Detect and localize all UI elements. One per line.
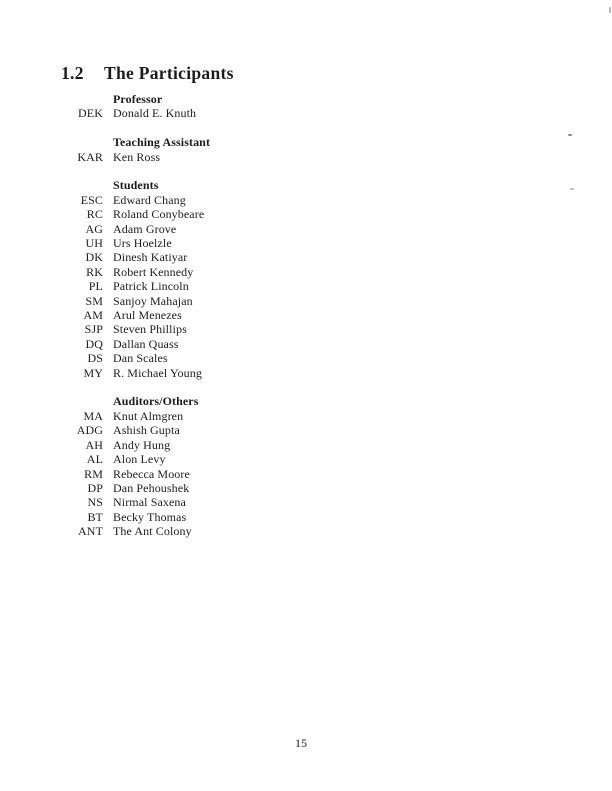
participant-name: Nirmal Saxena <box>113 495 186 510</box>
participant-row <box>61 452 210 466</box>
participant-abbr <box>61 178 103 192</box>
participant-name: Arul Menezes <box>113 308 182 323</box>
participant-row <box>61 294 210 308</box>
participant-abbr: BT <box>87 509 103 524</box>
participant-row <box>61 106 210 120</box>
participant-name: Alon Levy <box>113 452 166 467</box>
participant-name: R. Michael Young <box>113 365 202 380</box>
scan-speck-icon <box>568 134 572 136</box>
participants-list <box>61 92 210 553</box>
participant-row <box>61 351 210 365</box>
participant-name: Knut Almgren <box>113 408 184 423</box>
participant-abbr: AM <box>83 308 103 323</box>
participant-abbr: DEK <box>78 106 103 121</box>
participant-row <box>61 250 210 264</box>
participant-abbr: RK <box>86 264 103 279</box>
participant-group <box>61 394 210 538</box>
participant-row <box>61 222 210 236</box>
participant-row <box>61 207 210 221</box>
participant-row <box>61 467 210 481</box>
participant-abbr: AL <box>86 452 103 467</box>
participant-abbr: MA <box>83 408 103 423</box>
group-header-row <box>61 178 210 192</box>
scan-speck-icon <box>570 188 574 190</box>
participant-name: Dan Scales <box>113 351 168 366</box>
participant-name: Adam Grove <box>113 221 177 236</box>
participant-abbr <box>61 135 103 149</box>
participant-abbr: AG <box>85 221 103 236</box>
participant-row <box>61 337 210 351</box>
participant-abbr: DQ <box>85 336 103 351</box>
participant-name: Donald E. Knuth <box>113 106 197 121</box>
participant-abbr: SM <box>85 293 103 308</box>
participant-row <box>61 481 210 495</box>
participant-row <box>61 409 210 423</box>
participant-row <box>61 438 210 452</box>
participant-name: Ashish Gupta <box>113 423 180 438</box>
participant-abbr: ADG <box>76 423 103 438</box>
participant-name: Dallan Quass <box>113 336 179 351</box>
participant-row <box>61 322 210 336</box>
participant-name: Dinesh Katiyar <box>113 250 188 265</box>
participant-abbr: PL <box>88 279 103 294</box>
page-number: 15 <box>295 736 307 750</box>
participant-row <box>61 150 210 164</box>
group-header-label: Auditors/Others <box>113 394 199 409</box>
participant-row <box>61 366 210 380</box>
participant-row <box>61 423 210 437</box>
participant-abbr: RC <box>86 207 103 222</box>
group-header-label: Students <box>113 178 159 193</box>
participant-row <box>61 193 210 207</box>
participant-abbr: ANT <box>78 524 103 539</box>
participant-abbr <box>61 394 103 408</box>
participant-abbr: SJP <box>84 322 103 337</box>
participant-group <box>61 178 210 380</box>
participant-name: Patrick Lincoln <box>113 279 189 294</box>
group-header-label: Teaching Assistant <box>113 135 211 150</box>
participant-name: Dan Pehoushek <box>113 480 190 495</box>
participant-abbr: ESC <box>80 192 103 207</box>
participant-abbr: RM <box>84 466 103 481</box>
section-heading <box>61 63 234 83</box>
scan-speck-icon <box>609 7 611 13</box>
participant-row <box>61 510 210 524</box>
participant-row <box>61 236 210 250</box>
participant-row <box>61 308 210 322</box>
participant-name: Edward Chang <box>113 192 186 207</box>
section-title: The Participants <box>104 63 234 83</box>
participant-abbr: DK <box>85 250 103 265</box>
participant-name: Roland Conybeare <box>113 207 205 222</box>
section-number: 1.2 <box>61 63 84 83</box>
participant-row <box>61 265 210 279</box>
participant-name: Becky Thomas <box>113 509 187 524</box>
participant-name: The Ant Colony <box>113 524 192 539</box>
participant-name: Ken Ross <box>113 149 161 164</box>
group-header-label: Professor <box>113 92 163 106</box>
participant-abbr: MY <box>83 365 103 380</box>
group-header-row <box>61 135 210 149</box>
participant-abbr: DS <box>87 351 103 366</box>
participant-name: Rebecca Moore <box>113 466 190 481</box>
participant-abbr <box>61 92 103 106</box>
participant-row <box>61 524 210 538</box>
participant-abbr: AH <box>85 437 103 452</box>
participant-abbr: NS <box>87 495 103 510</box>
participant-abbr: UH <box>85 236 103 251</box>
participant-name: Urs Hoelzle <box>113 236 172 251</box>
participant-name: Sanjoy Mahajan <box>113 293 193 308</box>
participant-row <box>61 279 210 293</box>
participant-name: Robert Kennedy <box>113 264 194 279</box>
participant-name: Steven Phillips <box>113 322 187 337</box>
participant-group <box>61 92 210 121</box>
participant-group <box>61 135 210 164</box>
participant-name: Andy Hung <box>113 437 171 452</box>
group-header-row <box>61 92 210 106</box>
participant-abbr: DP <box>87 480 103 495</box>
group-header-row <box>61 394 210 408</box>
participant-abbr: KAR <box>77 149 103 164</box>
participant-row <box>61 495 210 509</box>
